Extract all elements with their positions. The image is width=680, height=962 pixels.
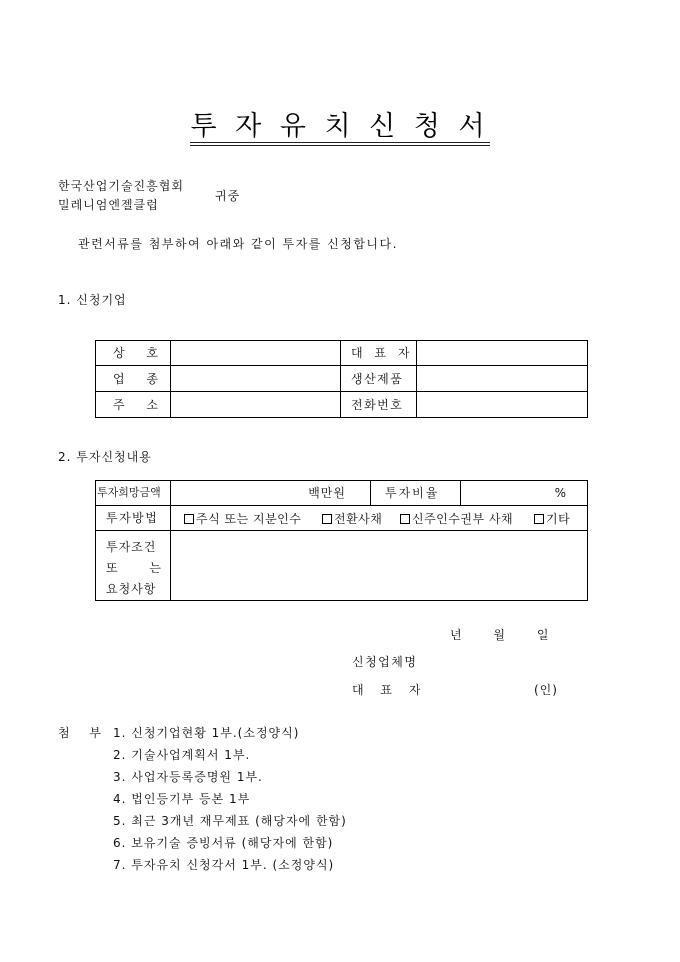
title-underline: [190, 142, 490, 146]
products-field[interactable]: [417, 366, 588, 392]
industry-label: 업 종: [96, 366, 171, 392]
representative-field[interactable]: [417, 341, 588, 366]
investment-ratio-label: 투자비율: [371, 481, 461, 506]
attachments-label: 첨 부: [58, 726, 102, 740]
option-convertible-bond[interactable]: [322, 511, 382, 527]
attachment-item: 2. 기술사업계획서 1부.: [113, 748, 251, 762]
checkbox-convertible-bond[interactable]: [322, 514, 332, 524]
checkbox-other[interactable]: [534, 514, 544, 524]
attachment-item: 1. 신청기업현황 1부.(소정양식): [113, 726, 300, 740]
investment-conditions-label: [96, 531, 171, 601]
option-label: 신주인수권부 사채: [412, 511, 514, 526]
investment-amount-label: 투자희망금액: [96, 481, 171, 506]
document-title: 투 자 유 치 신 청 서: [190, 111, 490, 142]
option-other[interactable]: [534, 511, 570, 527]
attachment-item: 4. 법인등기부 등본 1부: [113, 792, 251, 806]
option-label: 기타: [546, 511, 571, 526]
applicant-company-label: 신청업체명: [352, 655, 418, 669]
investment-method-options: [171, 506, 588, 531]
attachment-item: 6. 보유기술 증빙서류 (해당자에 한함): [113, 836, 334, 850]
company-info-table: [95, 340, 588, 418]
recipient-line-2: 밀레니엄엔젤클럽: [58, 198, 159, 212]
recipient-honorific: 귀중: [215, 189, 241, 203]
company-name-field[interactable]: [171, 341, 341, 366]
attachment-item: 3. 사업자등록증명원 1부.: [113, 770, 263, 784]
ratio-unit: %: [554, 486, 567, 500]
recipient-line-1: 한국산업기술진흥협회: [58, 179, 184, 193]
option-label: 주식 또는 지분인수: [196, 511, 302, 526]
phone-field[interactable]: [417, 392, 588, 418]
conditions-label-line-2: 또 는: [106, 561, 162, 575]
investment-request-table: [95, 480, 588, 601]
option-stock-acquisition[interactable]: [184, 511, 301, 527]
attachment-item: 5. 최근 3개년 재무제표 (해당자에 한함): [113, 814, 347, 828]
conditions-label-line-3: 요청사항: [106, 582, 157, 596]
representative-label: 대 표 자: [341, 341, 417, 366]
amount-unit: 백만원: [308, 486, 346, 500]
option-label: 전환사채: [334, 511, 383, 526]
products-label: 생산제품: [341, 366, 417, 392]
company-name-label: 상 호: [96, 341, 171, 366]
option-bond-with-warrant[interactable]: [400, 511, 513, 527]
investment-ratio-field[interactable]: [461, 481, 588, 506]
address-label: 주 소: [96, 392, 171, 418]
section2-heading: 2. 투자신청내용: [58, 450, 152, 464]
checkbox-stock-acquisition[interactable]: [184, 514, 194, 524]
checkbox-bond-with-warrant[interactable]: [400, 514, 410, 524]
phone-label: 전화번호: [341, 392, 417, 418]
investment-conditions-field[interactable]: [171, 531, 588, 601]
investment-amount-field[interactable]: [171, 481, 371, 506]
date-line: 년 월 일: [450, 628, 550, 642]
signature-representative-label: 대 표 자: [352, 683, 422, 697]
intro-text: 관련서류를 첨부하여 아래와 같이 투자를 신청합니다.: [78, 237, 398, 251]
conditions-label-line-1: 투자조건: [106, 540, 157, 554]
industry-field[interactable]: [171, 366, 341, 392]
seal-mark: (인): [534, 683, 558, 697]
investment-method-label: 투자방법: [96, 506, 171, 531]
section1-heading: 1. 신청기업: [58, 293, 127, 307]
address-field[interactable]: [171, 392, 341, 418]
attachment-item: 7. 투자유치 신청각서 1부. (소정양식): [113, 858, 335, 872]
